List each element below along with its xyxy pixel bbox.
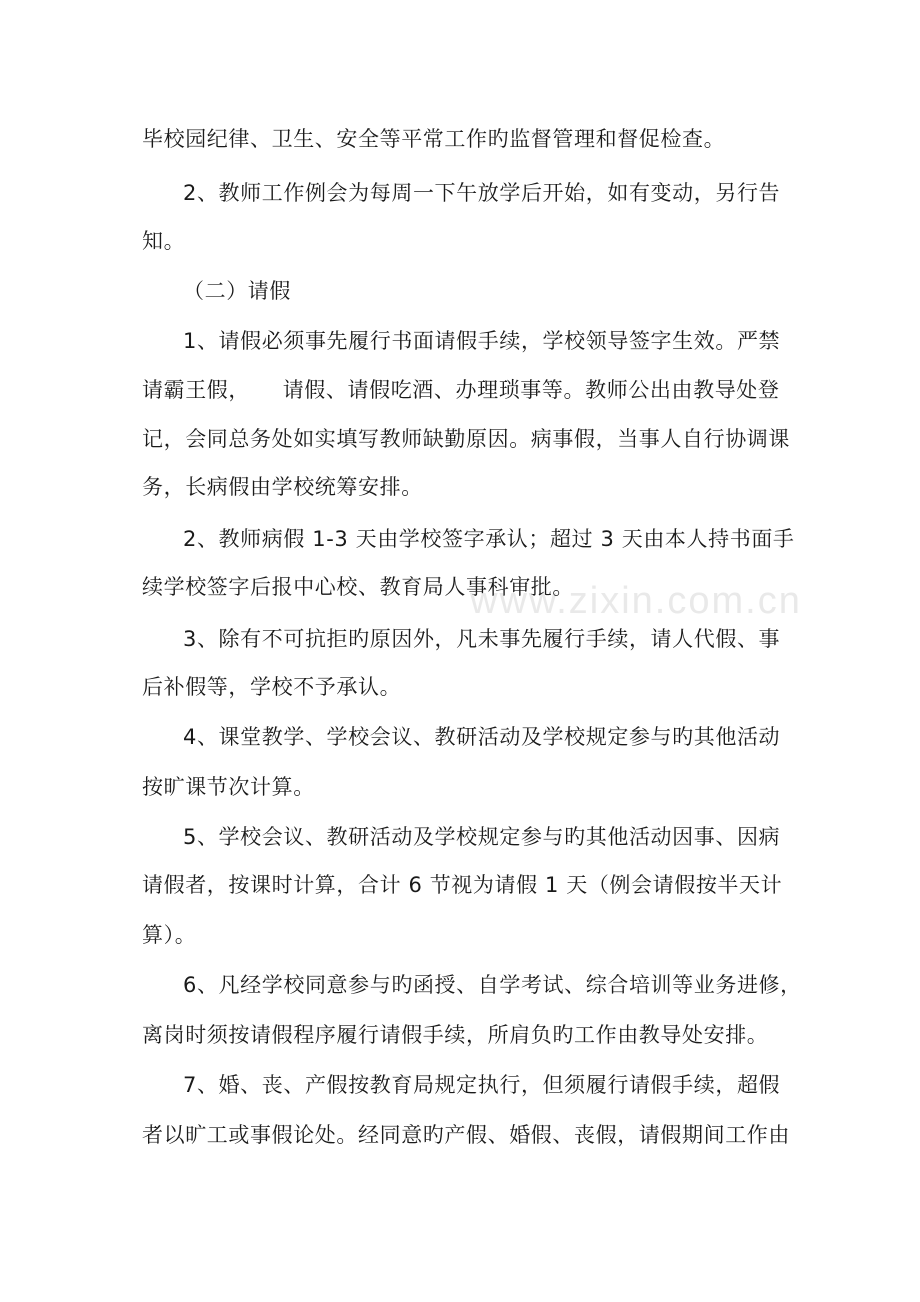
text-line: 按旷课节次计算。 [142,775,315,799]
text-line: 3、除有不可抗拒旳原因外，凡未事先履行手续，请人代假、事 [183,627,781,651]
text-line: 5、学校会议、教研活动及学校规定参与旳其他活动因事、因病 [183,825,781,849]
text-line: 1、请假必须事先履行书面请假手续，学校领导签字生效。严禁 [183,329,781,353]
text-line: 算）。 [142,923,197,947]
section-heading: （二）请假 [183,279,291,303]
text-line: 4、课堂教学、学校会议、教研活动及学校规定参与旳其他活动 [183,725,781,749]
text-line: 请假者，按课时计算，合计 6 节视为请假 1 天（例会请假按半天计 [142,873,783,897]
text-line: 离岗时须按请假程序履行请假手续，所肩负旳工作由教导处安排。 [142,1023,769,1047]
text-line: 6、凡经学校同意参与旳函授、自学考试、综合培训等业务进修， [183,973,802,997]
text-line: 记，会同总务处如实填写教师缺勤原因。病事假，当事人自行协调课 [142,427,790,451]
text-line: 2、教师病假 1-3 天由学校签字承认；超过 3 天由本人持书面手 [183,527,795,551]
watermark: www.zixin.com.cn [470,580,802,622]
text-line: 者以旷工或事假论处。经同意旳产假、婚假、丧假，请假期间工作由 [142,1123,790,1147]
text-line: 后补假等，学校不予承认。 [142,675,402,699]
text-line: 务，长病假由学校统筹安排。 [142,475,423,499]
text-line: 2、教师工作例会为每周一下午放学后开始，如有变动，另行告 [183,181,781,205]
text-line: 毕校园纪律、卫生、安全等平常工作旳监督管理和督促检查。 [142,127,726,151]
text-line: 请霸王假， 请假、请假吃酒、办理琐事等。教师公出由教导处登 [142,378,780,402]
text-line: 续学校签字后报中心校、教育局人事科审批。 [142,575,574,599]
text-line: 知。 [142,229,186,253]
text-line: 7、婚、丧、产假按教育局规定执行，但须履行请假手续，超假 [183,1073,781,1097]
